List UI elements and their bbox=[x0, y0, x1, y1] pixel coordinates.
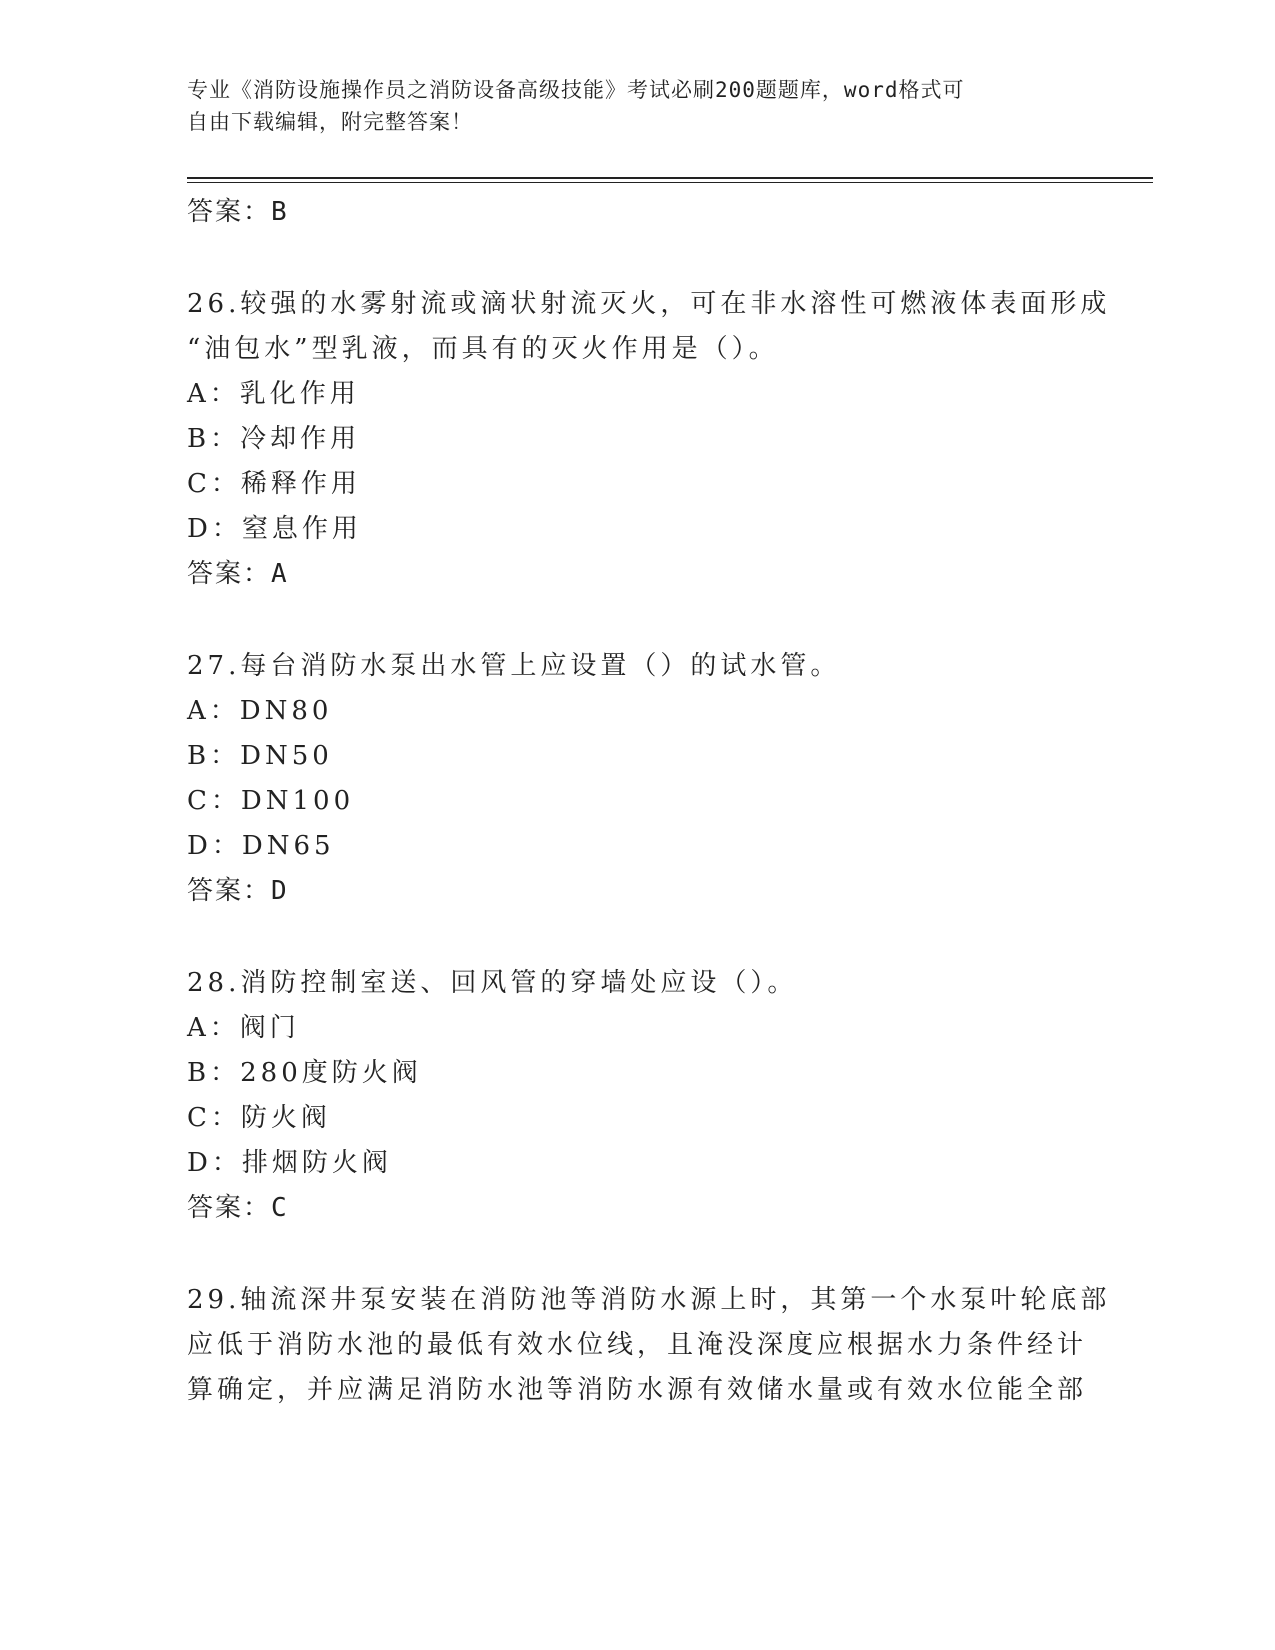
option-d: D：DN65 bbox=[187, 831, 335, 861]
option-a: A：阀门 bbox=[187, 1013, 300, 1043]
page-header bbox=[187, 74, 1087, 138]
spacer bbox=[187, 914, 1087, 961]
answer-line: 答案：B bbox=[187, 197, 289, 227]
spacer bbox=[187, 235, 1087, 282]
question-text: 算确定，并应满足消防水池等消防水源有效储水量或有效水位能全部 bbox=[187, 1375, 1088, 1405]
question-text: “油包水”型乳液，而具有的灭火作用是（）。 bbox=[187, 334, 779, 364]
question-text: 29.轴流深井泵安装在消防池等消防水源上时，其第一个水泵叶轮底部 bbox=[187, 1285, 1111, 1315]
option-a: A：乳化作用 bbox=[187, 379, 360, 409]
answer-line: 答案：A bbox=[187, 559, 289, 589]
option-c: C：防火阀 bbox=[187, 1103, 331, 1133]
answer-line: 答案：C bbox=[187, 1193, 289, 1223]
option-b: B：280度防火阀 bbox=[187, 1058, 422, 1088]
document-body bbox=[187, 190, 1111, 1413]
option-b: B：冷却作用 bbox=[187, 424, 361, 454]
option-b: B：DN50 bbox=[187, 741, 333, 771]
option-c: C：稀释作用 bbox=[187, 469, 361, 499]
option-d: D：窒息作用 bbox=[187, 514, 362, 544]
question-block bbox=[187, 1278, 1111, 1413]
option-c: C：DN100 bbox=[187, 786, 355, 816]
header-line: 自由下载编辑，附完整答案！ bbox=[187, 110, 473, 134]
question-block bbox=[187, 961, 1087, 1231]
question-text: 26.较强的水雾射流或滴状射流灭火，可在非水溶性可燃液体表面形成 bbox=[187, 289, 1111, 319]
option-a: A：DN80 bbox=[187, 696, 333, 726]
question-text: 28.消防控制室送、回风管的穿墙处应设（）。 bbox=[187, 968, 798, 998]
spacer bbox=[187, 1231, 1087, 1278]
header-line: 专业《消防设施操作员之消防设备高级技能》考试必刷200题题库，word格式可 bbox=[187, 78, 965, 102]
question-text: 27.每台消防水泵出水管上应设置（）的试水管。 bbox=[187, 651, 841, 681]
question-block bbox=[187, 644, 1087, 914]
question-text: 应低于消防水池的最低有效水位线，且淹没深度应根据水力条件经计 bbox=[187, 1330, 1088, 1360]
header-divider bbox=[187, 177, 1153, 179]
answer-line: 答案：D bbox=[187, 876, 289, 906]
header-divider-thin bbox=[187, 182, 1153, 183]
option-d: D：排烟防火阀 bbox=[187, 1148, 392, 1178]
question-block bbox=[187, 282, 1111, 597]
spacer bbox=[187, 597, 1087, 644]
